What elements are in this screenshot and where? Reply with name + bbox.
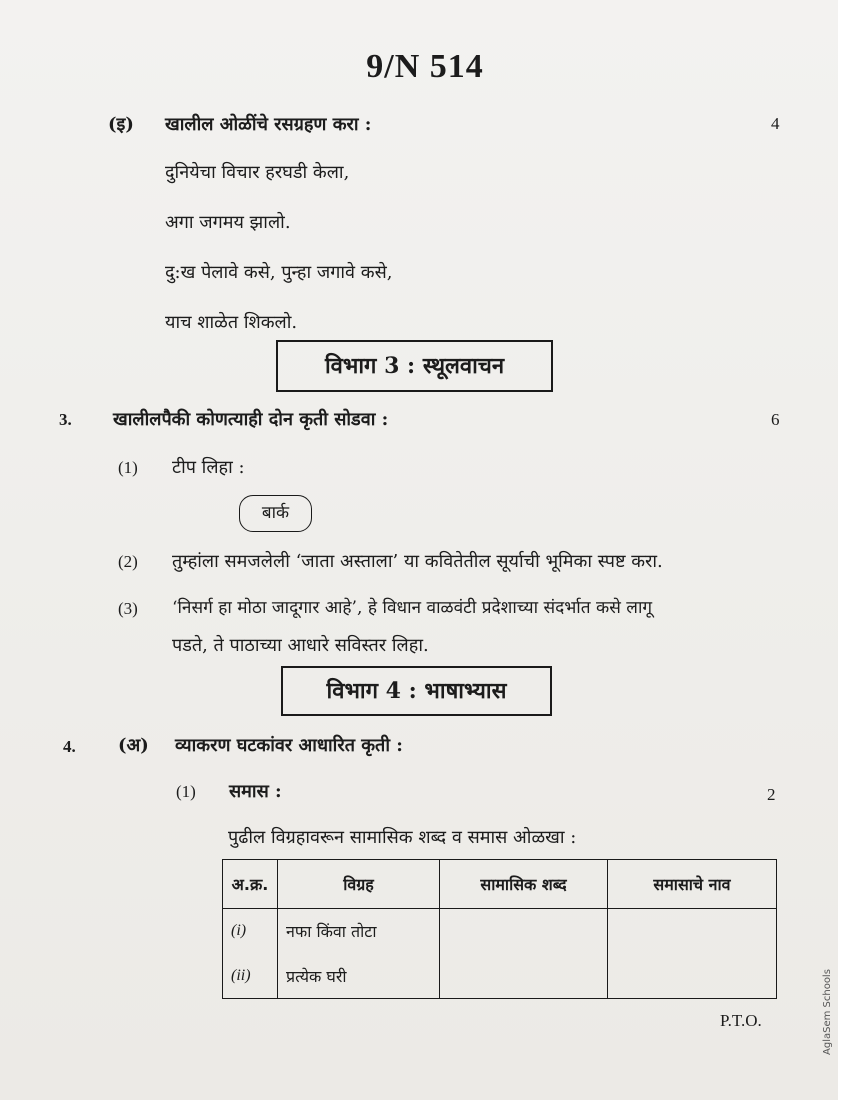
table-header: सामासिक शब्द — [440, 860, 608, 909]
samasik-cell — [440, 954, 608, 999]
table-header-row — [223, 860, 777, 909]
part-title: समास : — [229, 781, 282, 802]
item-number: (2) — [118, 552, 138, 571]
vigrah-cell: प्रत्येक घरी — [278, 954, 440, 999]
question-number: 3. — [59, 410, 72, 429]
item-number: (3) — [118, 599, 138, 618]
sub-instruction: व्याकरण घटकांवर आधारित कृती : — [175, 735, 403, 756]
question-number: 4. — [63, 737, 76, 756]
poem-line: अगा जगमय झालो. — [165, 212, 291, 233]
table-header: समासाचे नाव — [608, 860, 777, 909]
question-label: (इ) — [108, 114, 134, 135]
question-instruction: खालीलपैकी कोणत्याही दोन कृती सोडवा : — [113, 409, 389, 430]
watermark: AglaSem Schools — [822, 969, 833, 1055]
item-text: पडते, ते पाठाच्या आधारे सविस्तर लिहा. — [172, 635, 429, 656]
question-instruction: खालील ओळींचे रसग्रहण करा : — [165, 114, 372, 135]
marks: 4 — [771, 114, 780, 133]
table-header: विग्रह — [278, 860, 440, 909]
table-row — [223, 909, 777, 954]
section-heading: विभाग 3 : स्थूलवाचन — [276, 340, 553, 392]
table-row — [223, 954, 777, 999]
paper-code: 9/N 514 — [366, 48, 484, 85]
poem-line: याच शाळेत शिकलो. — [165, 312, 298, 333]
serial-cell: (ii) — [223, 954, 278, 999]
table-header: अ.क्र. — [223, 860, 278, 909]
sub-label: (अ) — [118, 735, 149, 756]
marks: 6 — [771, 410, 780, 429]
page-edge — [838, 0, 850, 1100]
marks: 2 — [767, 785, 776, 804]
item-number: (1) — [118, 458, 138, 477]
pto-label: P.T.O. — [720, 1011, 762, 1030]
naav-cell — [608, 909, 777, 954]
vigrah-cell: नफा किंवा तोटा — [278, 909, 440, 954]
item-text: तुम्हांला समजलेली ‘जाता अस्ताला’ या कवितेतील सूर्याची भूमिका स्पष्ट करा. — [172, 551, 663, 572]
part-number: (1) — [176, 782, 196, 801]
naav-cell — [608, 954, 777, 999]
serial-cell: (i) — [223, 909, 278, 954]
boxed-term: बार्क — [239, 495, 312, 532]
item-text: ‘निसर्ग हा मोठा जादूगार आहे’, हे विधान वाळवंटी प्रदेशाच्या संदर्भात कसे लागू — [172, 598, 653, 618]
part-instruction: पुढील विग्रहावरून सामासिक शब्द व समास ओळखा : — [228, 827, 577, 848]
item-text: टीप लिहा : — [172, 457, 245, 478]
poem-line: दु:ख पेलावे कसे, पुन्हा जगावे कसे, — [165, 262, 393, 283]
section-heading: विभाग 4 : भाषाभ्यास — [281, 666, 552, 716]
samas-table — [222, 859, 777, 999]
poem-line: दुनियेचा विचार हरघडी केला, — [165, 162, 350, 183]
samasik-cell — [440, 909, 608, 954]
